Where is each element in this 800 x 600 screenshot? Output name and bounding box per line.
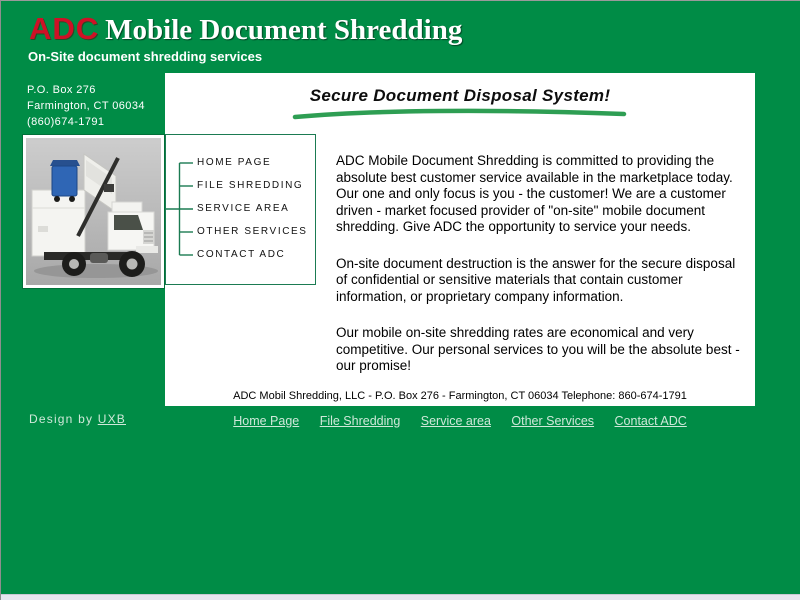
design-credit-text: Design by bbox=[29, 412, 94, 426]
paragraph-rates: Our mobile on-site shredding rates are economical and very competitive. Our personal services to you will be the absolute best - our promise! bbox=[336, 325, 740, 373]
nav-item-home-page[interactable]: HOME PAGE bbox=[197, 157, 272, 168]
company-footer-line: ADC Mobil Shredding, LLC - P.O. Box 276 - Farmington, CT 06034 Telephone: 860-674-1791 bbox=[233, 390, 687, 402]
contact-phone: (860)674-1791 bbox=[27, 116, 105, 128]
underline-swoosh bbox=[292, 107, 628, 120]
window-bottom-edge bbox=[1, 594, 800, 600]
footer-link-other-services[interactable]: Other Services bbox=[511, 414, 595, 428]
footer-link-file-shredding[interactable]: File Shredding bbox=[319, 414, 401, 428]
footer-link-home-page[interactable]: Home Page bbox=[233, 414, 300, 428]
main-panel bbox=[165, 73, 755, 406]
sidebar-nav bbox=[165, 134, 316, 285]
site-title bbox=[29, 11, 462, 47]
paragraph-intro: ADC Mobile Document Shredding is committed to providing the absolute best customer service available in the marketplace today. Our one and only focus is you - the customer! We are a customer driven - market focused provider of "on-site" mobile document shredding. Give ADC the opportunity to service your needs. bbox=[336, 153, 733, 234]
footer-link-service-area[interactable]: Service area bbox=[420, 414, 491, 428]
design-credit bbox=[29, 412, 126, 426]
nav-item-other-services[interactable]: OTHER SERVICES bbox=[197, 226, 308, 237]
design-credit-link[interactable]: UXB bbox=[97, 412, 126, 426]
brand-name: Mobile Document Shredding bbox=[105, 14, 463, 46]
contact-block bbox=[27, 82, 145, 130]
shredding-truck-photo bbox=[23, 135, 164, 288]
site-tagline: On-Site document shredding services bbox=[28, 49, 263, 64]
nav-item-file-shredding[interactable]: FILE SHREDDING bbox=[197, 180, 304, 191]
nav-item-contact-adc[interactable]: CONTACT ADC bbox=[197, 249, 286, 260]
body-copy bbox=[336, 153, 750, 395]
contact-city: Farmington, CT 06034 bbox=[27, 100, 145, 112]
nav-item-service-area[interactable]: SERVICE AREA bbox=[197, 203, 290, 214]
footer-nav bbox=[165, 412, 755, 430]
contact-po-box: P.O. Box 276 bbox=[27, 84, 96, 96]
footer-link-contact-adc[interactable]: Contact ADC bbox=[614, 414, 687, 428]
paragraph-security: On-site document destruction is the answer for the secure disposal of confidential or sensitive materials that contain customer information, or proprietary company information. bbox=[336, 255, 736, 304]
truck-illustration bbox=[26, 138, 161, 285]
brand-abbr: ADC bbox=[29, 11, 100, 46]
nav-connector-lines bbox=[166, 135, 196, 284]
page-headline: Secure Document Disposal System! bbox=[309, 86, 611, 105]
